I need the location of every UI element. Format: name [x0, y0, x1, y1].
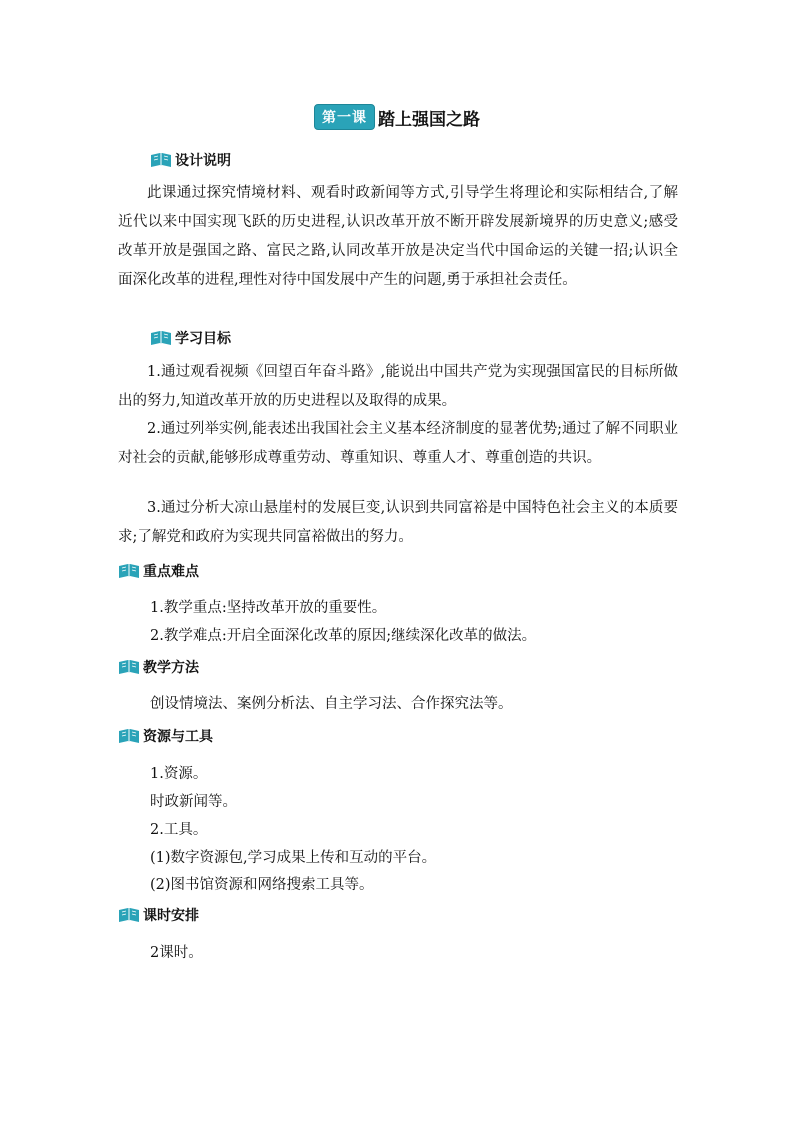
resource-line: (2)图书馆资源和网络搜索工具等。	[150, 877, 374, 893]
section-heading-key-points	[118, 561, 199, 581]
book-icon	[150, 330, 172, 346]
book-icon	[118, 728, 140, 744]
resource-line: 时政新闻等。	[150, 794, 237, 810]
section-title: 重点难点	[143, 564, 199, 580]
lesson-header	[0, 104, 794, 130]
section-title: 课时安排	[143, 908, 199, 924]
section-heading-design	[150, 150, 231, 170]
key-point-item: 2.教学难点:开启全面深化改革的原因;继续深化改革的做法。	[150, 628, 537, 644]
book-icon	[150, 152, 172, 168]
lesson-title: 踏上强国之路	[378, 109, 480, 130]
resource-line: 1.资源。	[150, 766, 208, 782]
section-heading-methods	[118, 657, 199, 677]
book-icon	[118, 659, 140, 675]
schedule-text: 2课时。	[150, 945, 203, 961]
design-paragraph: 此课通过探究情境材料、观看时政新闻等方式,引导学生将理论和实际相结合,了解近代以来中国实现飞跃的历史进程,认识改革开放不断开辟发展新境界的历史意义;感受改革开放是强国之路、富民之路,认同改革开放是决定当代中国命运的关键一招;认识全面深化改革的进程,理性对待中国发展中产生的问题,勇于承担社会责任。	[118, 185, 678, 288]
lesson-badge: 第一课	[314, 104, 375, 130]
book-icon	[118, 907, 140, 923]
goal-item: 3.通过分析大凉山悬崖村的发展巨变,认识到共同富裕是中国特色社会主义的本质要求;了解党和政府为实现共同富裕做出的努力。	[118, 500, 678, 545]
goal-item: 1.通过观看视频《回望百年奋斗路》,能说出中国共产党为实现强国富民的目标所做出的努力,知道改革开放的历史进程以及取得的成果。	[118, 364, 678, 409]
section-title: 学习目标	[175, 331, 231, 347]
book-icon	[118, 563, 140, 579]
goal-item: 2.通过列举实例,能表述出我国社会主义基本经济制度的显著优势;通过了解不同职业对社会的贡献,能够形成尊重劳动、尊重知识、尊重人才、尊重创造的共识。	[118, 421, 678, 466]
section-heading-resources	[118, 726, 213, 746]
section-title: 教学方法	[143, 660, 199, 676]
section-title: 资源与工具	[143, 729, 213, 745]
section-heading-goals	[150, 328, 231, 348]
key-point-item: 1.教学重点:坚持改革开放的重要性。	[150, 600, 387, 616]
resource-line: 2.工具。	[150, 822, 208, 838]
resource-line: (1)数字资源包,学习成果上传和互动的平台。	[150, 850, 437, 866]
methods-text: 创设情境法、案例分析法、自主学习法、合作探究法等。	[150, 696, 513, 712]
section-title: 设计说明	[175, 153, 231, 169]
section-heading-schedule	[118, 905, 199, 925]
